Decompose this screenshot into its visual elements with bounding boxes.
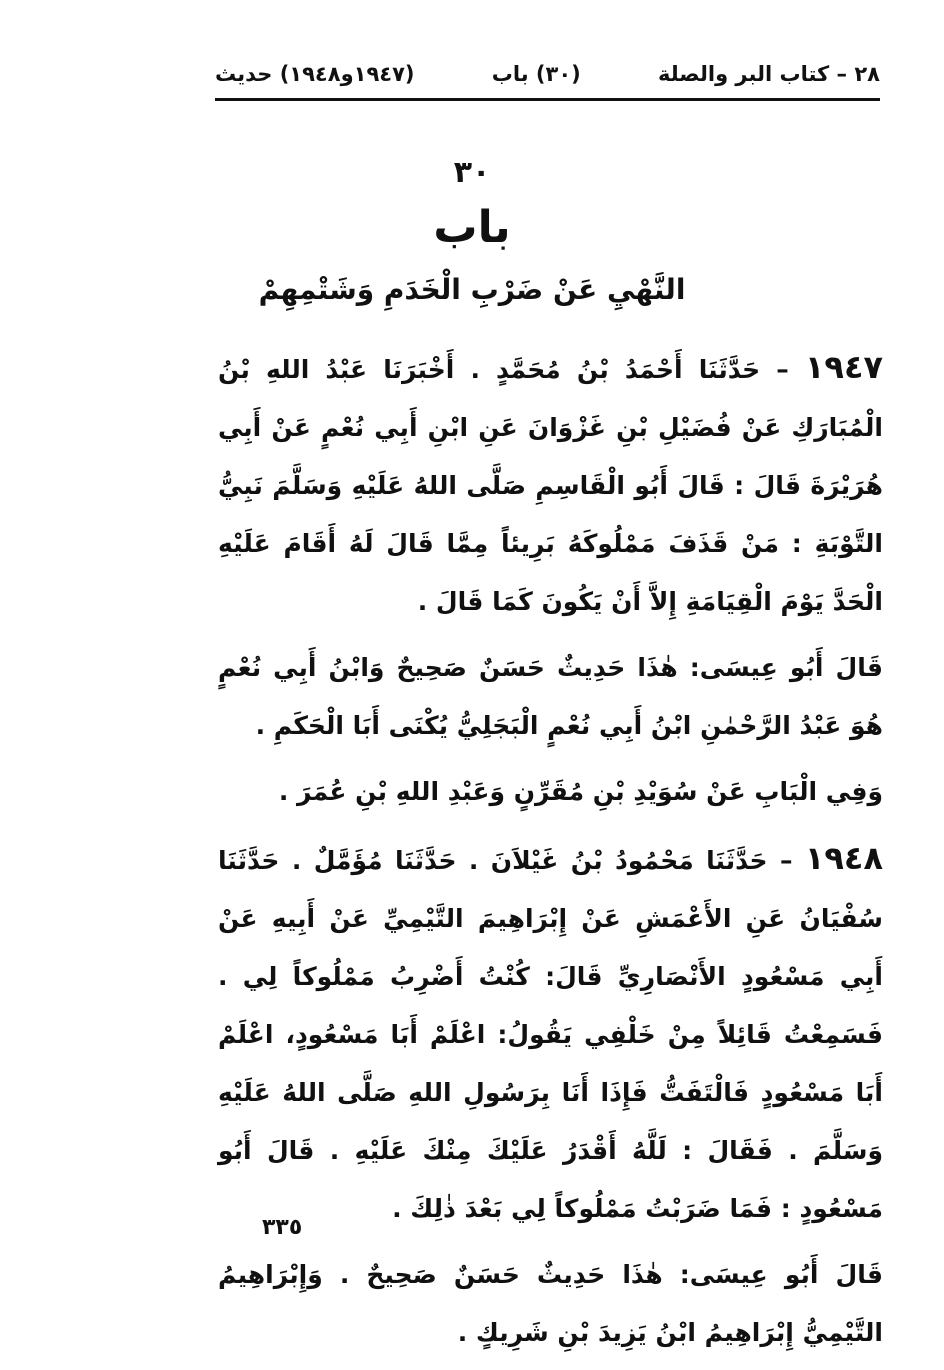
running-header	[215, 52, 880, 96]
hadith-number: ١٩٤٧	[804, 348, 883, 386]
chapter-references: وَفِي الْبَابِ عَنْ سُوَيْدِ بْنِ مُقَرِّنٍ وَعَبْدِ اللهِ بْنِ عُمَرَ .	[278, 777, 883, 806]
header-hadith-range: (١٩٤٧و١٩٤٨) حديث	[215, 62, 415, 86]
hadith-commentary: قَالَ أَبُو عِيسَى: هٰذَا حَدِيثٌ حَسَنٌ صَحِيحٌ وَابْنُ أَبِي نُعْمٍ هُوَ عَبْدُ الرَّحْمٰنِ ابْنُ أَبِي نُعْمٍ الْبَجَلِيُّ يُكْنَى أَبَا الْحَكَمِ .	[218, 653, 883, 740]
body-text	[218, 338, 883, 1370]
hadith-text: – حَدَّثَنَا مَحْمُودُ بْنُ غَيْلاَنَ . حَدَّثَنَا مُؤَمَّلٌ . حَدَّثَنَا سُفْيَانُ عَنِ الأَعْمَشِ عَنْ إِبْرَاهِيمَ التَّيْمِيِّ عَنْ أَبِيهِ عَنْ أَبِي مَسْعُودٍ الأَنْصَارِيِّ قَالَ: كُنْتُ أَضْرِبُ مَمْلُوكاً لِي . فَسَمِعْتُ قَائِلاً مِنْ خَلْفِي يَقُولُ: اعْلَمْ أَبَا مَسْعُودٍ، اعْلَمْ أَبَا مَسْعُودٍ فَالْتَفَتُّ فَإِذَا أَنَا بِرَسُولِ اللهِ صَلَّى اللهُ عَلَيْهِ وَسَلَّمَ . فَقَالَ : لَلَّهُ أَقْدَرُ عَلَيْكَ مِنْكَ عَلَيْهِ . قَالَ أَبُو مَسْعُودٍ : فَمَا ضَرَبْتُ مَمْلُوكاً لِي بَعْدَ ذٰلِكَ .	[218, 846, 883, 1223]
header-rule	[215, 98, 880, 101]
chapter-heading: باب	[433, 202, 511, 253]
hadith-number: ١٩٤٨	[804, 839, 883, 877]
hadith-commentary: قَالَ أَبُو عِيسَى: هٰذَا حَدِيثٌ حَسَنٌ صَحِيحٌ . وَإِبْرَاهِيمُ التَّيْمِيُّ إِبْرَاهِيمُ ابْنُ يَزِيدَ بْنِ شَرِيكٍ .	[218, 1260, 883, 1347]
header-book-title: ٢٨ – كتاب البر والصلة	[657, 62, 880, 86]
chapter-number: ٣٠	[453, 155, 491, 190]
hadith-paragraph	[218, 338, 883, 631]
chapter-title: النَّهْيِ عَنْ ضَرْبِ الْخَدَمِ وَشَتْمِهِمْ	[258, 273, 686, 306]
page-number: ٣٣٥	[262, 1215, 303, 1240]
hadith-text: – حَدَّثَنَا أَحْمَدُ بْنُ مُحَمَّدٍ . أَخْبَرَنَا عَبْدُ اللهِ بْنُ الْمُبَارَكِ عَنْ فُضَيْلِ بْنِ غَزْوَانَ عَنِ ابْنِ أَبِي نُعْمٍ عَنْ أَبِي هُرَيْرَةَ قَالَ : قَالَ أَبُو الْقَاسِمِ صَلَّى اللهُ عَلَيْهِ وَسَلَّمَ نَبِيُّ التَّوْبَةِ : مَنْ قَذَفَ مَمْلُوكَهُ بَرِيئاً مِمَّا قَالَ لَهُ أَقَامَ عَلَيْهِ الْحَدَّ يَوْمَ الْقِيَامَةِ إِلاَّ أَنْ يَكُونَ كَمَا قَالَ .	[218, 355, 883, 616]
hadith-paragraph	[218, 829, 883, 1238]
header-chapter: (٣٠) باب	[491, 62, 581, 86]
